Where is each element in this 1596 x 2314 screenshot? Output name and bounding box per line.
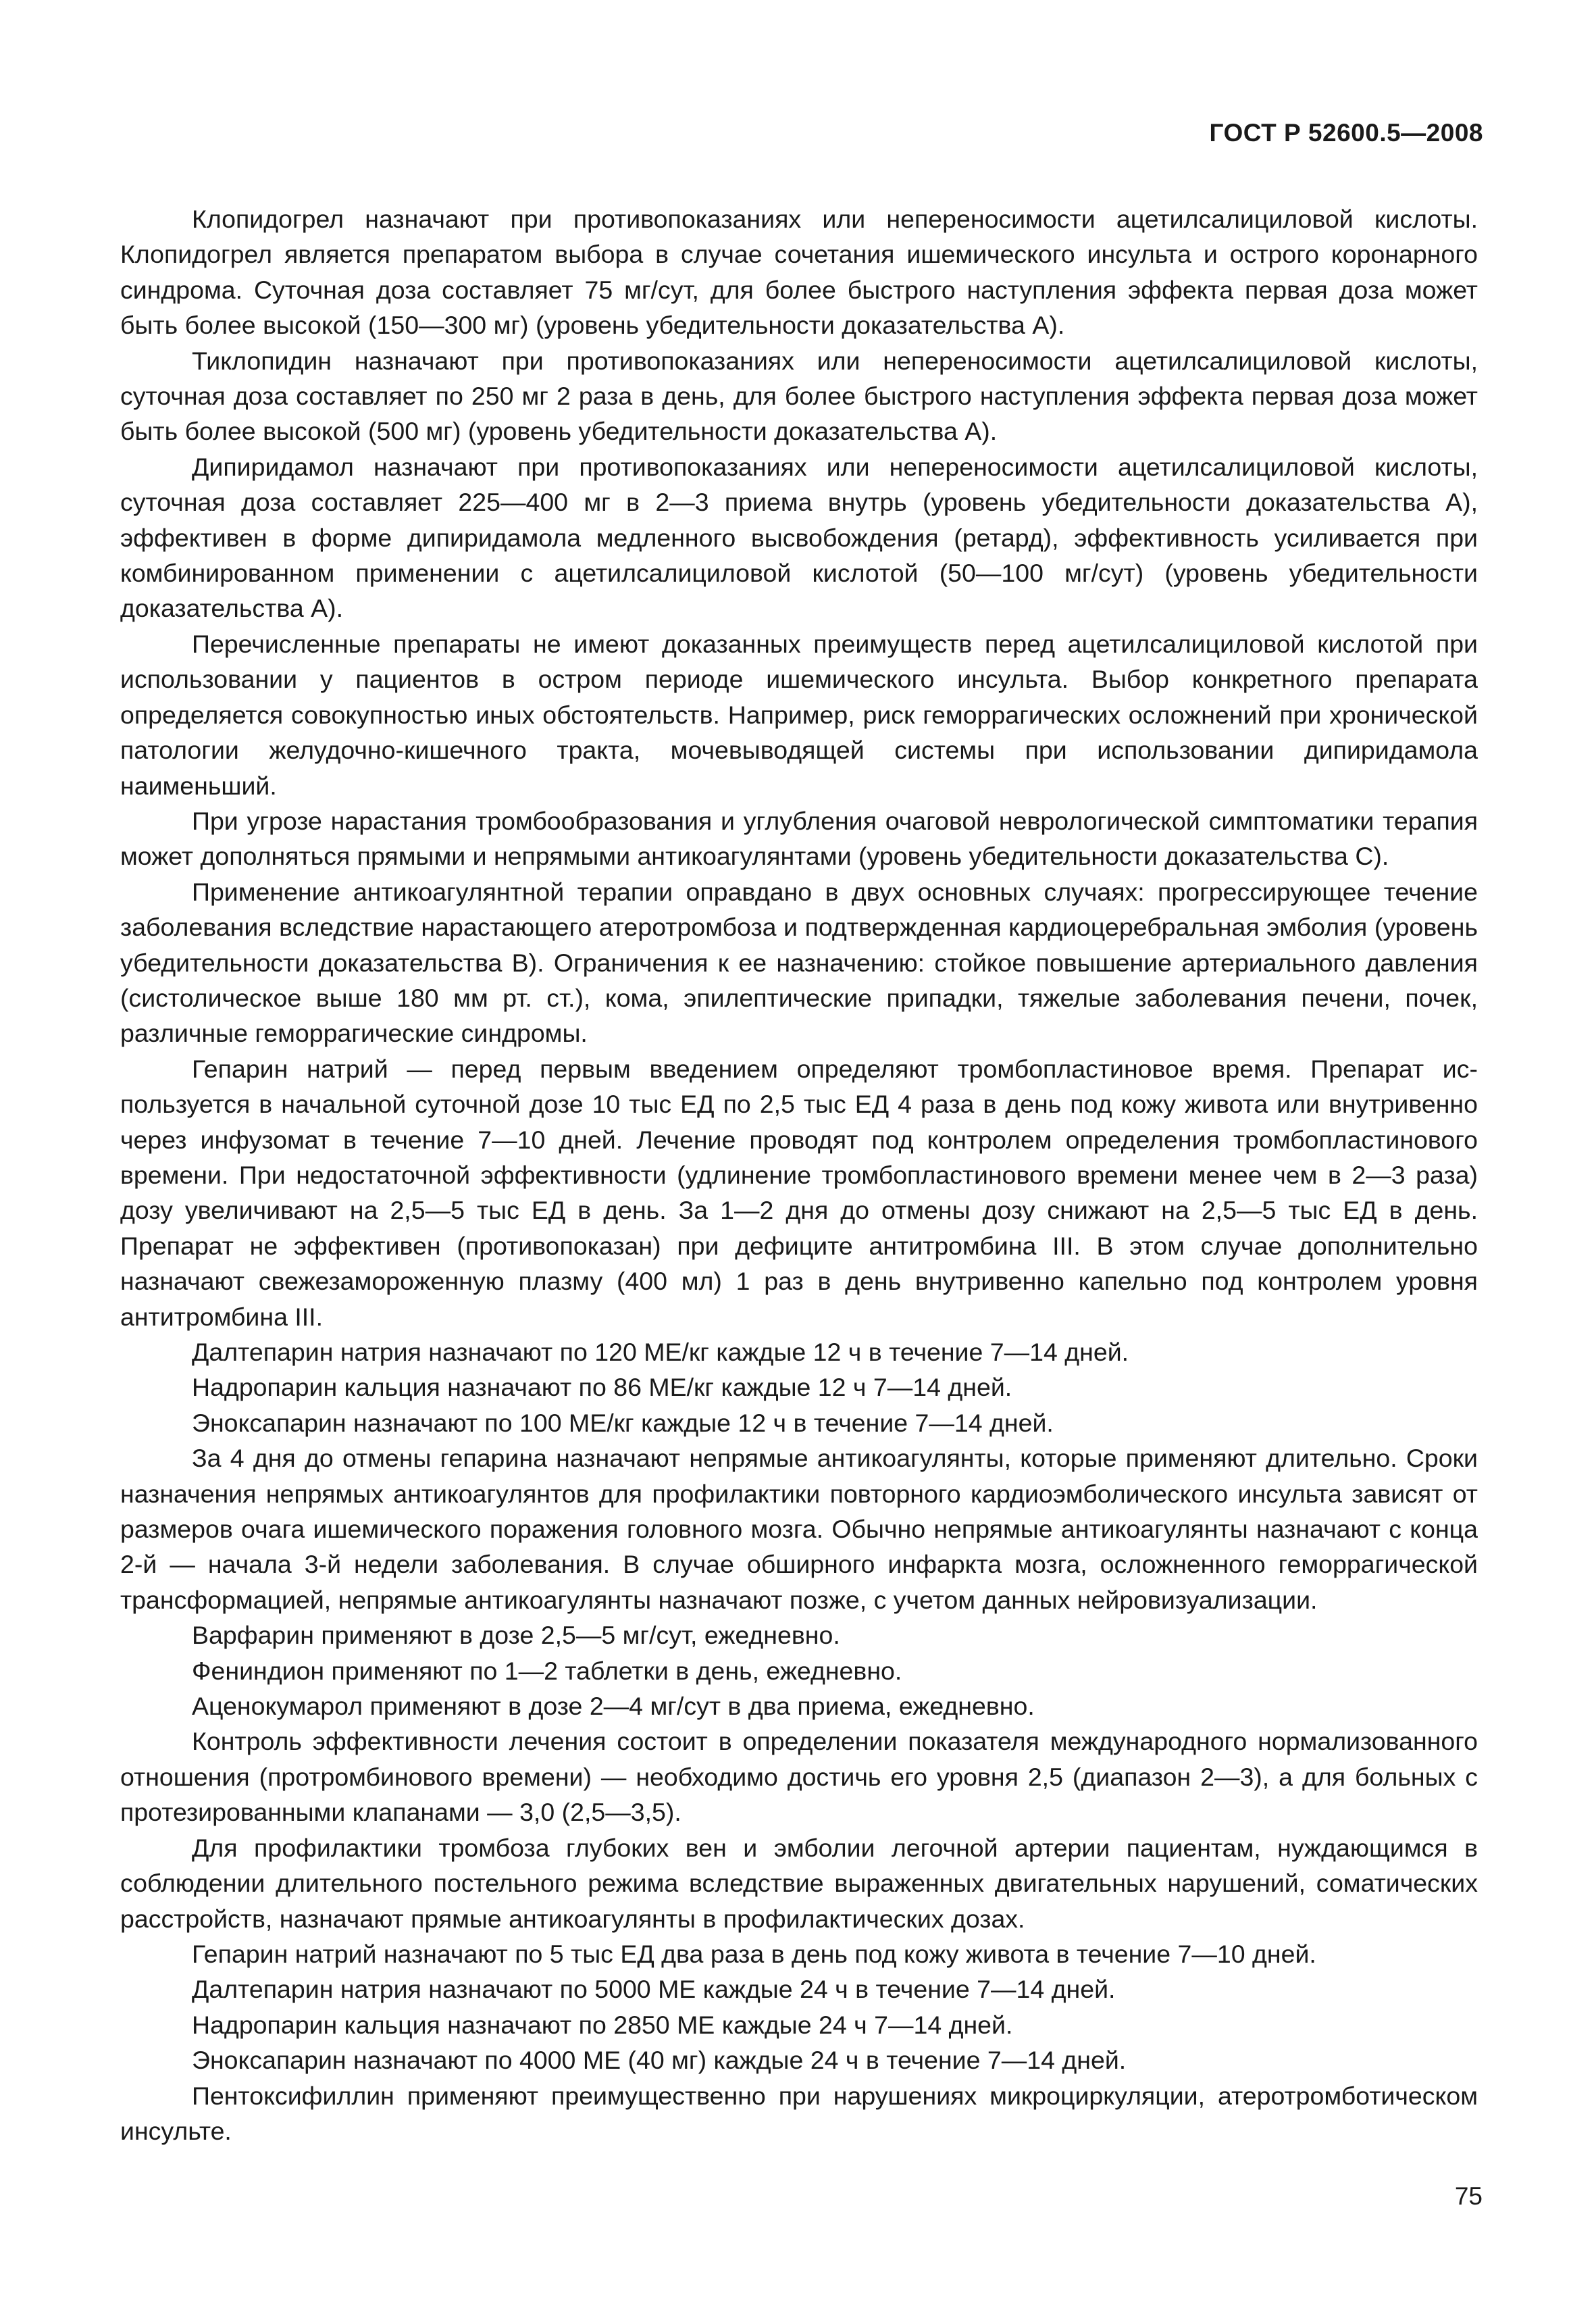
paragraph-pentoxifylline: Пентоксифиллин применяют преимущественно при нарушениях микроциркуляции, атеротромботическом инсульте. — [120, 2081, 1478, 2145]
paragraph-enoxaparin-prophylactic: Эноксапарин назначают по 4000 МЕ (40 мг) каждые 24 ч в течение 7—14 дней. — [192, 2046, 1127, 2075]
paragraph-heparin-prophylactic: Гепарин натрий назначают по 5 тыс ЕД два раза в день под кожу живота в течение 7—10 дней. — [192, 1939, 1316, 1968]
paragraph-dalteparin: Далтепарин натрия назначают по 120 МЕ/кг каждые 12 ч в течение 7—14 дней. — [192, 1338, 1129, 1366]
paragraph-indirect-anticoagulants: За 4 дня до отмены гепарина назначают непрямые антикоагулянты, которые применяют длительно. Сроки назначения непрямых антикоагулянтов для профилактики повторного кардиоэмболического инсульта зависят от размеров очага ишемического поражения головного мозга. Обычно непрямые антикоагулянты назначают с конца 2-й — начала 3-й недели заболевания. В случае обширного инфаркта мозга, осложненного геморрагической трансформацией, непрямые антикоагулянты назначают позже, с учетом данных нейровизуализации. — [120, 1444, 1478, 1614]
paragraph-anticoagulant-indications: Применение антикоагулянтной терапии оправдано в двух основных случаях: прогрессирующее течение заболевания вследствие нарастающего атеротромбоза и подтвержденная кардиоцеребральная эмболия (уровень убедительности доказательства В). Ограничения к ее назначению: стойкое повышение артериального давления (систолическое выше 180 мм рт. ст.), кома, эпилептические припадки, тяжелые заболевания печени, почек, различные геморрагические синдромы. — [120, 877, 1478, 1048]
paragraph-warfarin: Варфарин применяют в дозе 2,5—5 мг/сут, ежедневно. — [192, 1621, 840, 1650]
paragraph-acenocoumarol: Аценокумарол применяют в дозе 2—4 мг/сут в два приема, ежедневно. — [192, 1692, 1035, 1721]
paragraph-nadroparin-prophylactic: Надропарин кальция назначают по 2850 МЕ каждые 24 ч 7—14 дней. — [192, 2010, 1013, 2039]
paragraph-clopidogrel: Клопидогрел назначают при противопоказаниях или непереносимости ацетилсалициловой кислоты. Клопидогрел является препаратом выбора в случае сочетания ишемического инсульта и острого коронарного синдрома. Суточная доза составляет 75 мг/сут, для более быстрого наступления эффекта первая доза может быть более высокой (150—300 мг) (уровень убедительности доказательства А). — [120, 205, 1478, 340]
paragraph-dvt-prophylaxis: Для профилактики тромбоза глубоких вен и эмболии легочной артерии пациентам, нуждающимся в соблюдении длительного постельного режима вследствие выраженных двигательных нарушений, соматических расстройств, назначают прямые антикоагулянты в профилактических дозах. — [120, 1833, 1478, 1933]
paragraph-phenindione: Фениндион применяют по 1—2 таблетки в день, ежедневно. — [192, 1656, 902, 1685]
document-header: ГОСТ Р 52600.5—2008 — [1209, 119, 1483, 147]
paragraph-heparin-sodium: Гепарин натрий — перед первым введением определяют тромбопластиновое время. Препарат используется в начальной суточной дозе 10 тыс ЕД по 2,5 тыс ЕД 4 раза в день под кожу живота или внутривенно через инфузомат в течение 7—10 дней. Лечение проводят под контролем определения тромбопластинового времени. При недостаточной эффективности (удлинение тромбопластинового времени менее чем в 2—3 раза) дозу увеличивают на 2,5—5 тыс ЕД в день. За 1—2 дня до отмены дозу снижают на 2,5—5 тыс ЕД в день. Препарат не эффективен (противопоказан) при дефиците антитромбина III. В этом случае дополнительно назначают свежезамороженную плазму (400 мл) 1 раз в день внутривенно капельно под контролем уровня антитромбина III. — [120, 1054, 1478, 1331]
page-number: 75 — [1454, 2182, 1483, 2210]
paragraph-inr-control: Контроль эффективности лечения состоит в определении показателя международного нормализованного отношения (протромбинового времени) — необходимо достичь его уровня 2,5 (диапазон 2—3), а для больных с протезированными клапанами — 3,0 (2,5—3,5). — [120, 1727, 1478, 1827]
body-text — [120, 201, 1478, 2148]
paragraph-nadroparin: Надропарин кальция назначают по 86 МЕ/кг каждые 12 ч 7—14 дней. — [192, 1373, 1012, 1402]
paragraph-dipyridamole: Дипиридамол назначают при противопоказаниях или непереносимости ацетилсалициловой кислоты, суточная доза составляет 225—400 мг в 2—3 приема внутрь (уровень убедительности доказательства А), эффективен в форме дипиридамола медленного высвобождения (ретард), эффективность усиливается при комбинированном применении с ацетилсалициловой кислотой (50—100 мг/сут) (уровень убедительности доказательства А). — [120, 452, 1478, 623]
paragraph-ticlopidine: Тиклопидин назначают при противопоказаниях или непереносимости ацетилсалициловой кислоты, суточная доза составляет по 250 мг 2 раза в день, для более быстрого наступления эффекта первая доза может быть более высокой (500 мг) (уровень убедительности доказательства А). — [120, 346, 1478, 446]
paragraph-anticoagulant-threat: При угрозе нарастания тромбообразования и углубления очаговой неврологической симптоматики терапия может дополняться прямыми и непрямыми антикоагулянтами (уровень убедительности доказательства С). — [120, 806, 1478, 871]
paragraph-dalteparin-prophylactic: Далтепарин натрия назначают по 5000 МЕ каждые 24 ч в течение 7—14 дней. — [192, 1975, 1116, 2004]
paragraph-drug-comparison: Перечисленные препараты не имеют доказанных преимуществ перед ацетилсалициловой кислотой при использовании у пациентов в остром периоде ишемического инсульта. Выбор конкретного препарата определяется совокупностью иных обстоятельств. Например, риск геморрагических осложнений при хронической патологии желудочно-кишечного тракта, мочевыводящей системы при использовании дипиридамола наименьший. — [120, 629, 1478, 800]
paragraph-enoxaparin: Эноксапарин назначают по 100 МЕ/кг каждые 12 ч в течение 7—14 дней. — [192, 1408, 1054, 1437]
